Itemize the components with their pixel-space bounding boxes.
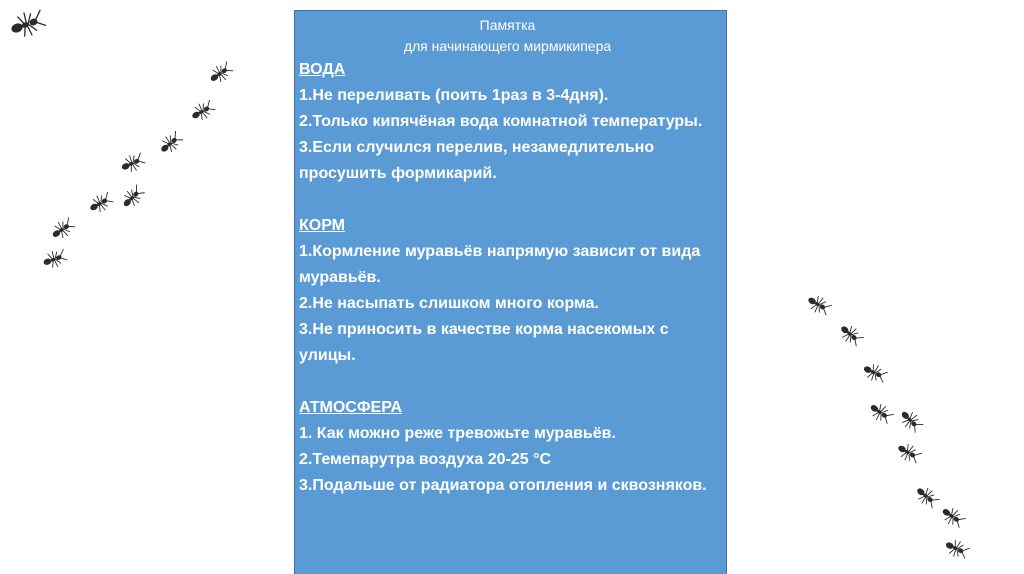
- water-item-3: 3.Если случился перелив, незамедлительно просушить формикарий.: [299, 139, 655, 182]
- ant-icon: [896, 442, 922, 464]
- atmosphere-item-3: 3.Подальше от радиатора отопления и сквозняков.: [299, 477, 707, 494]
- section-water-heading: ВОДА: [299, 61, 346, 78]
- ant-icon: [914, 486, 940, 508]
- water-item-1: 1.Не переливать (поить 1раз в 3-4дня).: [299, 87, 609, 104]
- ant-icon: [50, 218, 76, 240]
- food-item-1: 1.Кормление муравьёв напрямую зависит от вида муравьёв.: [299, 243, 701, 286]
- ant-icon: [944, 538, 970, 560]
- ant-icon: [158, 132, 184, 154]
- food-item-2: 2.Не насыпать слишком много корма.: [299, 295, 599, 312]
- food-item-3: 3.Не приносить в качестве корма насекомых с улицы.: [299, 321, 669, 364]
- ant-icon: [42, 248, 68, 270]
- ant-icon: [898, 410, 924, 432]
- section-food-heading: КОРМ: [299, 217, 345, 234]
- memo-subtitle: для начинающего мирмикипера: [403, 38, 612, 54]
- ant-icon: [120, 152, 146, 174]
- section-atmosphere-heading: АТМОСФЕРА: [299, 399, 403, 416]
- ant-icon: [862, 362, 888, 384]
- ant-icon: [940, 506, 966, 528]
- ant-icon: [868, 402, 894, 424]
- ant-icon: [6, 8, 50, 40]
- atmosphere-item-2: 2.Темепарутра воздуха 20-25 °С: [299, 451, 552, 468]
- ant-icon: [120, 186, 146, 208]
- ant-icon: [838, 324, 864, 346]
- ant-icon: [88, 192, 114, 214]
- memo-panel: [294, 10, 727, 574]
- memo-title: Памятка: [479, 17, 536, 33]
- ant-icon: [806, 294, 832, 316]
- section-spacer: [299, 187, 716, 213]
- water-item-2: 2.Только кипячёная вода комнатной температуры.: [299, 113, 703, 130]
- ant-icon: [190, 100, 216, 122]
- section-spacer: [299, 369, 716, 395]
- atmosphere-item-1: 1. Как можно реже тревожьте муравьёв.: [299, 425, 616, 442]
- ant-icon: [208, 62, 234, 84]
